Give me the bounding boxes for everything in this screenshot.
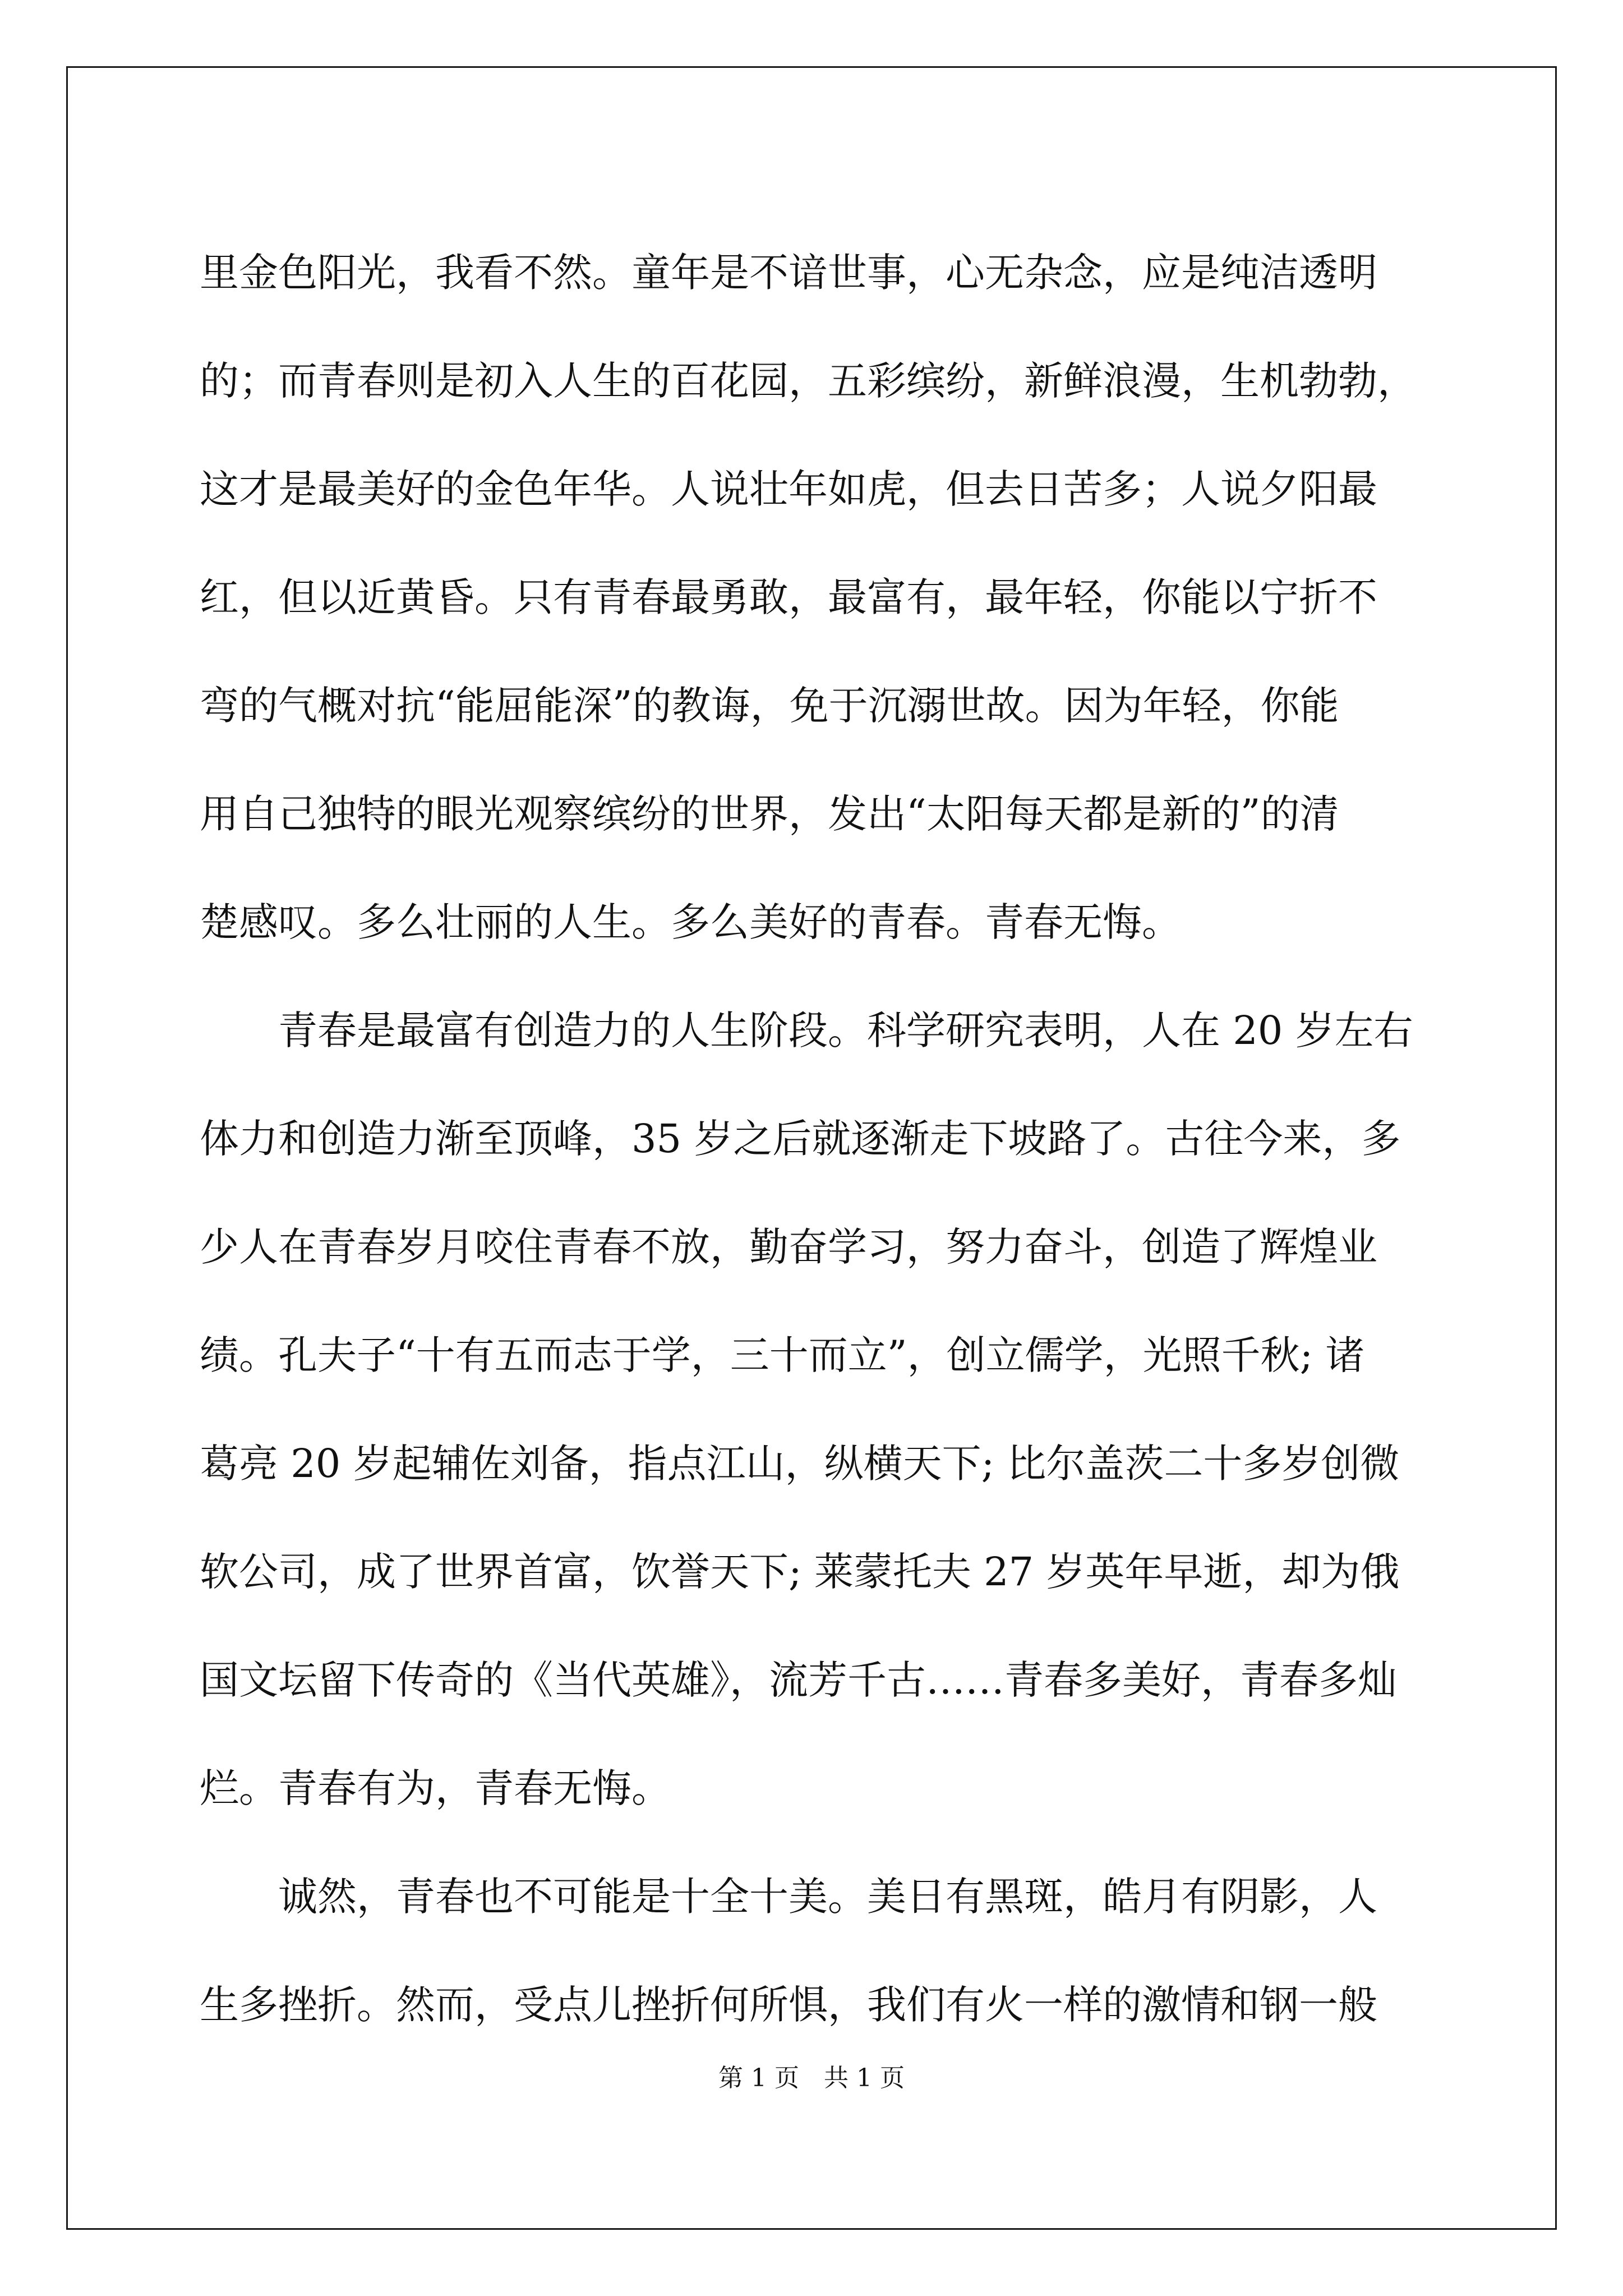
text-line: 绩。孔夫子“十有五而志于学，三十而立”，创立儒学，光照千秋; 诸 <box>200 1332 1365 1378</box>
text-line: 楚感叹。多么壮丽的人生。多么美好的青春。青春无悔。 <box>200 899 1181 945</box>
text-line: 国文坛留下传奇的《当代英雄》，流芳千古……青春多美好，青春多灿 <box>200 1657 1397 1703</box>
text-line: 葛亮 20 岁起辅佐刘备，指点江山，纵横天下; 比尔盖茨二十多岁创微 <box>200 1441 1400 1487</box>
text-line: 烂。青春有为，青春无悔。 <box>200 1765 671 1811</box>
paragraph-start-line: 诚然，青春也不可能是十全十美。美日有黑斑，皓月有阴影，人 <box>200 1874 1377 1920</box>
text-line: 红，但以近黄昏。只有青春最勇敢，最富有，最年轻，你能以宁折不 <box>200 574 1377 620</box>
text-line: 软公司，成了世界首富，饮誉天下; 莱蒙托夫 27 岁英年早逝，却为俄 <box>200 1549 1400 1595</box>
text-line: 的；而青春则是初入人生的百花园，五彩缤纷，新鲜浪漫，生机勃勃， <box>200 358 1417 404</box>
text-line: 生多挫折。然而，受点儿挫折何所惧，我们有火一样的激情和钢一般 <box>200 1982 1377 2028</box>
document-body <box>200 219 1433 2059</box>
text-line: 弯的气概对抗“能屈能深”的教诲，免于沉溺世故。因为年轻，你能 <box>200 683 1339 729</box>
text-line: 里金色阳光，我看不然。童年是不谙世事，心无杂念，应是纯洁透明 <box>200 250 1377 296</box>
text-line: 少人在青春岁月咬住青春不放，勤奋学习，努力奋斗，创造了辉煌业 <box>200 1224 1377 1270</box>
text-line: 这才是最美好的金色年华。人说壮年如虎，但去日苦多；人说夕阳最 <box>200 466 1377 512</box>
text-line: 体力和创造力渐至顶峰，35 岁之后就逐渐走下坡路了。古往今来，多 <box>200 1116 1401 1162</box>
page-number-footer: 第 1 页 共 1 页 <box>718 2064 905 2092</box>
paragraph-start-line: 青春是最富有创造力的人生阶段。科学研究表明，人在 20 岁左右 <box>200 1007 1413 1053</box>
text-line: 用自己独特的眼光观察缤纷的世界，发出“太阳每天都是新的”的清 <box>200 791 1339 837</box>
